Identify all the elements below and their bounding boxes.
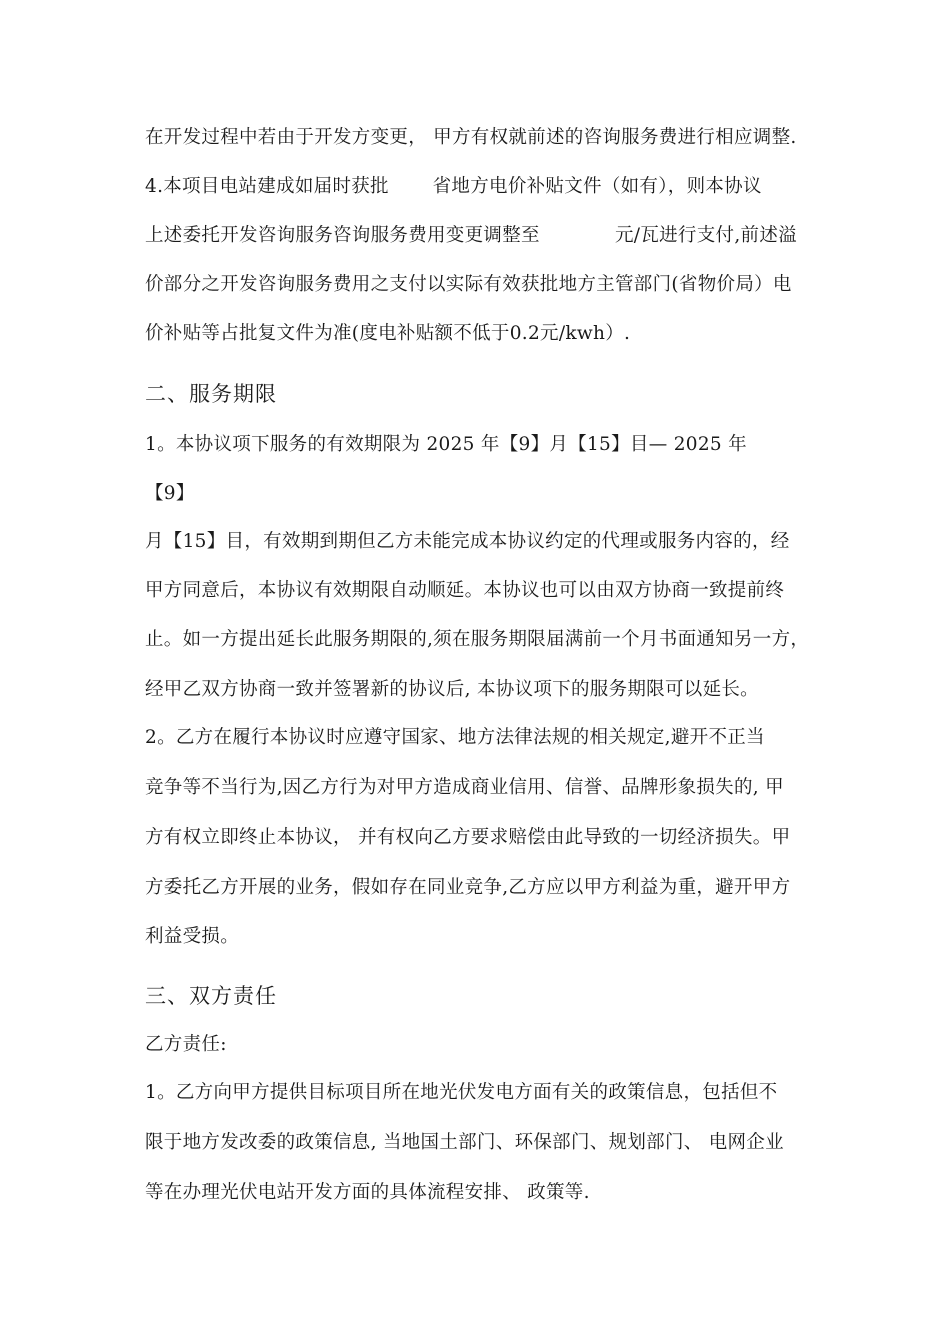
paragraph-line: 月【15】目，有效期到期但乙方未能完成本协议约定的代理或服务内容的，经 [145,531,790,552]
paragraph-line: 限于地方发改委的政策信息, 当地国土部门、环保部门、规划部门、 电网企业 [145,1132,784,1153]
paragraph-line: 4.本项目电站建成如届时获批 省地方电价补贴文件（如有），则本协议 [145,176,762,197]
paragraph-line: 上述委托开发咨询服务咨询服务费用变更调整至 元/瓦进行支付,前述溢 [145,225,797,246]
paragraph-line: 等在办理光伏电站开发方面的具体流程安排、 政策等. [145,1182,590,1203]
paragraph-line: 止。如一方提出延长此服务期限的,须在服务期限届满前一个月书面通知另一方， [145,629,810,650]
paragraph-line: 利益受损。 [145,926,240,947]
paragraph-line: 1。乙方向甲方提供目标项目所在地光伏发电方面有关的政策信息，包括但不 [145,1082,778,1103]
paragraph-line: 方委托乙方开展的业务，假如存在同业竞争,乙方应以甲方利益为重，避开甲方 [145,877,791,898]
paragraph-line: 【9】 [145,483,195,504]
paragraph-line: 竞争等不当行为,因乙方行为对甲方造成商业信用、信誉、品牌形象损失的, 甲 [145,777,784,798]
paragraph-line: 甲方同意后，本协议有效期限自动顺延。本协议也可以由双方协商一致提前终 [145,580,785,601]
paragraph-line: 价补贴等占批复文件为准(度电补贴额不低于0.2元/kwh）. [145,323,631,344]
paragraph-line: 价部分之开发咨询服务费用之支付以实际有效获批地方主管部门(省物价局）电 [145,274,792,295]
section-heading-service-term: 二、服务期限 [145,382,277,406]
paragraph-line: 乙方责任: [145,1034,227,1055]
paragraph-line: 经甲乙双方协商一致并签署新的协议后, 本协议项下的服务期限可以延长。 [145,679,759,700]
paragraph-line: 2。乙方在履行本协议时应遵守国家、地方法律法规的相关规定,避开不正当 [145,727,765,748]
paragraph-line: 在开发过程中若由于开发方变更， 甲方有权就前述的咨询服务费进行相应调整. [145,127,797,148]
paragraph-line: 方有权立即终止本协议， 并有权向乙方要求赔偿由此导致的一切经济损失。甲 [145,827,791,848]
paragraph-line: 1。本协议项下服务的有效期限为 2025 年【9】月【15】目— 2025 年 [145,434,747,455]
section-heading-responsibilities: 三、双方责任 [145,984,277,1008]
